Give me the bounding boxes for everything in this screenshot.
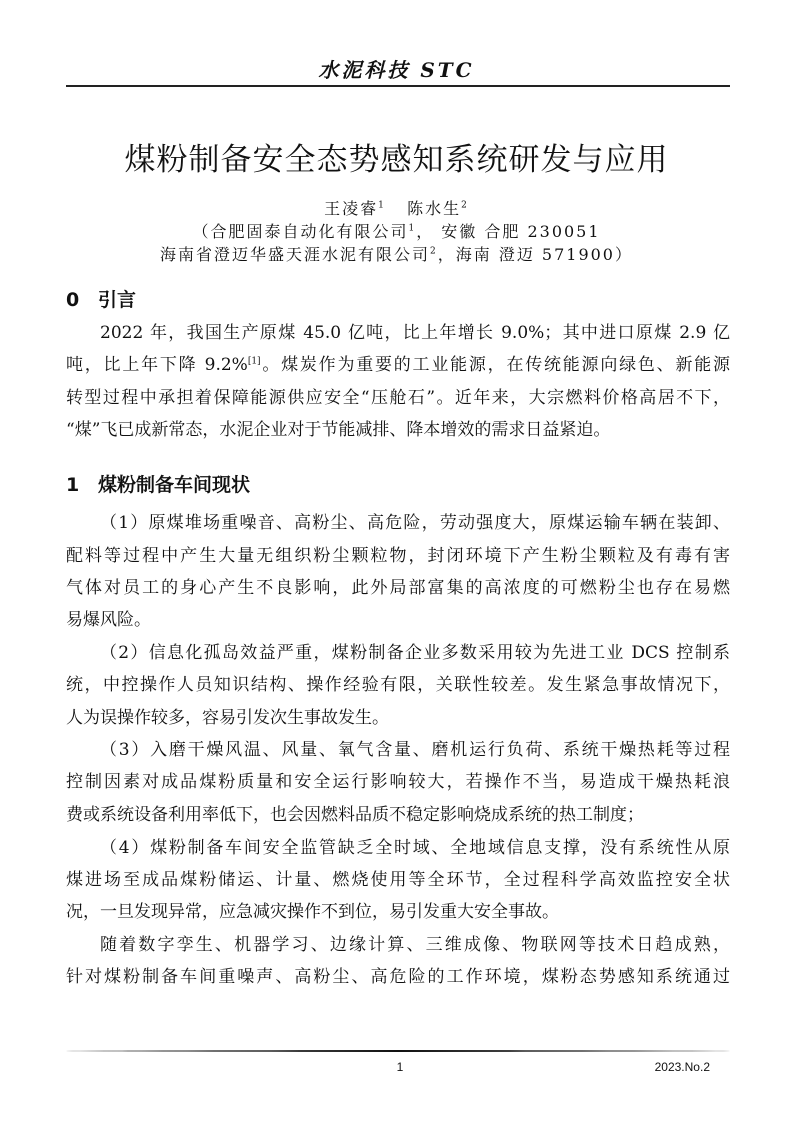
- affiliation-1: [0, 219, 793, 242]
- author-2: 陈水生: [407, 199, 462, 218]
- affiliation-2-location: ，海南 澄迈 571900）: [437, 245, 633, 264]
- affiliation-2-name: 海南省澄迈华盛天涯水泥有限公司: [159, 245, 430, 264]
- affiliation-2: [0, 242, 793, 265]
- author-1-sup: 1: [378, 200, 386, 211]
- authors: [0, 196, 793, 219]
- affiliation-1-name: （合肥固泰自动化有限公司: [192, 222, 409, 241]
- affiliation-1-location: ， 安徽 合肥 230051: [416, 222, 601, 241]
- article-title: 煤粉制备安全态势感知系统研发与应用: [124, 142, 669, 178]
- section-number: 0: [66, 289, 80, 311]
- footer-rule: [66, 1050, 730, 1052]
- intro-line: [66, 354, 730, 376]
- page-number: 1: [396, 1060, 404, 1074]
- affiliation-2-sup: 2: [430, 246, 438, 257]
- paragraph-line: （4）煤粉制备车间安全监管缺乏全时域、全地域信息支撑，没有系统性从原: [100, 838, 730, 858]
- paragraph-line: 费或系统设备利用率低下，也会因燃料品质不稳定影响烧成系统的热工制度；: [66, 805, 644, 825]
- paragraph-line: 控制因素对成品煤粉质量和安全运行影响较大，若操作不当，易造成干燥热耗浪: [66, 772, 730, 792]
- section-title: 引言: [98, 289, 137, 311]
- paragraph-line: 针对煤粉制备车间重噪声、高粉尘、高危险的工作环境，煤粉态势感知系统通过: [66, 967, 730, 987]
- paragraph-line: 人为误操作较多，容易引发次生事故发生。: [66, 708, 389, 728]
- author-1: 王凌睿: [324, 199, 379, 218]
- header-rule: [66, 85, 730, 87]
- intro-text: 吨，比上年下降 9.2%: [66, 355, 248, 375]
- intro-line: 2022 年，我国生产原煤 45.0 亿吨，比上年增长 9.0%；其中进口原煤 2.9 亿: [100, 323, 730, 343]
- section-number: 1: [66, 474, 80, 496]
- paragraph-line: 气体对员工的身心产生不良影响，此外局部富集的高浓度的可燃粉尘也存在易燃: [66, 578, 730, 598]
- section-heading-0: [66, 285, 136, 312]
- intro-line: 转型过程中承担着保障能源供应安全“压舱石”。近年来，大宗燃料价格高居不下，: [66, 388, 730, 408]
- paragraph-line: 随着数字孪生、机器学习、边缘计算、三维成像、物联网等技术日趋成熟，: [100, 935, 730, 955]
- paragraph-line: （3）入磨干燥风温、风量、氧气含量、磨机运行负荷、系统干燥热耗等过程: [100, 740, 730, 760]
- paragraph-line: 统，中控操作人员知识结构、操作经验有限，关联性较差。发生紧急事故情况下，: [66, 675, 730, 695]
- author-2-sup: 2: [461, 200, 469, 211]
- running-header: 水泥科技 STC: [318, 58, 475, 82]
- affiliation-1-sup: 1: [408, 223, 417, 234]
- paragraph-line: 煤进场至成品煤粉储运、计量、燃烧使用等全环节，全过程科学高效监控安全状: [66, 870, 730, 890]
- intro-line: “煤”飞已成新常态，水泥企业对于节能减排、降本增效的需求日益紧迫。: [66, 420, 611, 440]
- paragraph-line: （2）信息化孤岛效益严重，煤粉制备企业多数采用较为先进工业 DCS 控制系: [100, 643, 730, 663]
- paragraph-line: 况，一旦发现异常，应急减灾操作不到位，易引发重大安全事故。: [66, 902, 559, 922]
- section-heading-1: [66, 470, 250, 497]
- intro-text: 。煤炭作为重要的工业能源，在传统能源向绿色、新能源: [260, 355, 730, 375]
- paragraph-line: 易爆风险。: [66, 610, 151, 630]
- section-title: 煤粉制备车间现状: [98, 474, 251, 496]
- paragraph-line: 配料等过程中产生大量无组织粉尘颗粒物，封闭环境下产生粉尘颗粒及有毒有害: [66, 546, 730, 566]
- issue-label: 2023.No.2: [654, 1060, 710, 1074]
- citation-ref: [1]: [247, 356, 261, 367]
- paragraph-line: （1）原煤堆场重噪音、高粉尘、高危险，劳动强度大，原煤运输车辆在装卸、: [100, 513, 730, 533]
